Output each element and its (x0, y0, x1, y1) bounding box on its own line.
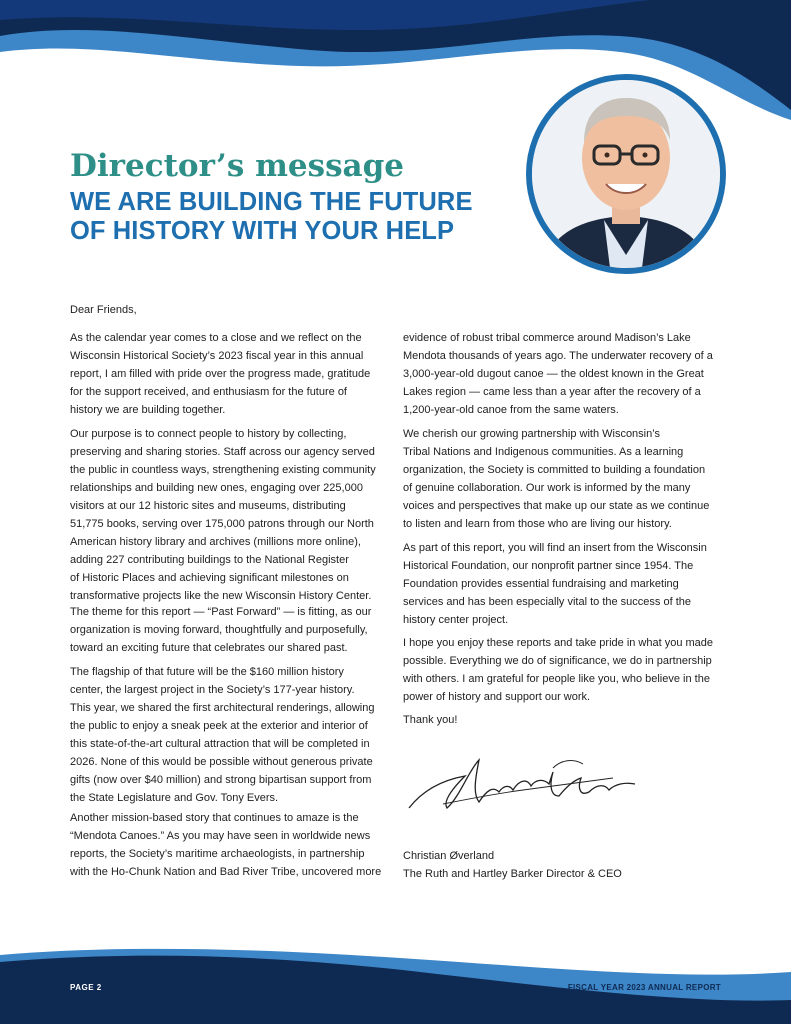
text-line: I hope you enjoy these reports and take pride in what you made (403, 637, 714, 649)
text-line: “Mendota Canoes.” As you may have seen in worldwide news (70, 830, 371, 842)
text-line: transformative projects like the new Wisconsin History Center. (70, 590, 372, 602)
director-portrait (526, 74, 726, 274)
page-subtitle (70, 188, 473, 246)
text-line: Our purpose is to connect people to history by collecting, (70, 428, 347, 440)
text-line: relationships and building new ones, engaging over 225,000 (70, 482, 363, 494)
page-number: PAGE 2 (70, 983, 102, 992)
text-line: with others. I am grateful for people like you, who believe in the (403, 673, 710, 685)
closing-line: Thank you! (403, 714, 458, 726)
text-line: with the Ho-Chunk Nation and Bad River Tribe, uncovered more (70, 866, 382, 878)
text-line: the public in countless ways, strengthening existing community (70, 464, 376, 476)
text-line: Mendota thousands of years ago. The underwater recovery of a (403, 350, 713, 362)
text-line: 3,000-year-old dugout canoe — the oldest known in the Great (403, 368, 704, 380)
text-line: to listen and learn from those who are living our history. (403, 518, 672, 530)
salutation: Dear Friends, (70, 304, 137, 316)
report-label: FISCAL YEAR 2023 ANNUAL REPORT (567, 983, 721, 992)
text-line: history we are building together. (70, 404, 226, 416)
portrait-illustration (532, 80, 720, 268)
text-line: reports, the Society’s maritime archaeologists, in partnership (70, 848, 365, 860)
signer-name: Christian Øverland (403, 850, 495, 862)
text-line: power of history and support our work. (403, 691, 591, 703)
text-line: organization, the Society is committed to building a foundation (403, 464, 706, 476)
paragraph (403, 329, 713, 419)
text-line: American history library and archives (millions more online), (70, 536, 361, 548)
text-line: possible. Everything we do of significance, we do in partnership (403, 655, 712, 667)
text-line: Wisconsin Historical Society’s 2023 fiscal year in this annual (70, 350, 364, 362)
paragraph (70, 329, 370, 419)
text-line: gifts (now over $40 million) and strong bipartisan support from (70, 774, 372, 786)
text-line: The theme for this report — “Past Forward” — is fitting, as our (70, 606, 372, 618)
text-line: 1,200-year-old canoe from the same waters. (403, 404, 619, 416)
text-line: of Historic Places and achieving significant milestones on (70, 572, 349, 584)
text-line: The flagship of that future will be the $160 million history (70, 666, 344, 678)
text-line: visitors at our 12 historic sites and museums, distributing (70, 500, 346, 512)
subtitle-line: WE ARE BUILDING THE FUTURE (70, 188, 473, 216)
text-line: organization is moving forward, thoughtfully and purposefully, (70, 624, 368, 636)
signer-title: The Ruth and Hartley Barker Director & CEO (403, 868, 622, 880)
text-line: center, the largest project in the Society’s 177-year history. (70, 684, 355, 696)
text-line: evidence of robust tribal commerce around Madison’s Lake (403, 332, 691, 344)
text-line: of genuine collaboration. Our work is informed by the many (403, 482, 691, 494)
text-line: Foundation provides essential fundraising and marketing (403, 578, 679, 590)
text-line: 51,775 books, serving over 175,000 patrons through our North (70, 518, 374, 530)
text-line: voices and perspectives that make up our state as we continue (403, 500, 710, 512)
paragraph (403, 634, 713, 706)
handwritten-signature (403, 750, 643, 820)
text-line: Historical Foundation, our nonprofit partner since 1954. The (403, 560, 694, 572)
text-line: toward an exciting future that celebrates our shared past. (70, 642, 348, 654)
page-title: Director’s message (70, 148, 405, 184)
subtitle-line: OF HISTORY WITH YOUR HELP (70, 217, 455, 245)
text-line: Another mission-based story that continues to amaze is the (70, 812, 359, 824)
text-line: preserving and sharing stories. Staff across our agency served (70, 446, 375, 458)
text-line: for the support received, and enthusiasm for the future of (70, 386, 347, 398)
paragraph (403, 539, 707, 629)
paragraph (70, 603, 371, 657)
text-line: As part of this report, you will find an insert from the Wisconsin (403, 542, 707, 554)
signature-block (403, 847, 622, 883)
paragraph (403, 711, 457, 729)
text-line: 2026. None of this would be possible without generous private (70, 756, 373, 768)
paragraph (70, 809, 381, 881)
paragraph (70, 425, 376, 605)
text-line: This year, we shared the first architectural renderings, allowing (70, 702, 375, 714)
text-line: Tribal Nations and Indigenous communities. As a learning (403, 446, 684, 458)
text-line: the public to enjoy a sneak peek at the exterior and interior of (70, 720, 368, 732)
text-line: report, I am filled with pride over the progress made, gratitude (70, 368, 371, 380)
text-line: Lakes region — came less than a year after the recovery of a (403, 386, 701, 398)
text-line: history center project. (403, 614, 509, 626)
paragraph (70, 663, 374, 807)
text-line: the State Legislature and Gov. Tony Evers. (70, 792, 279, 804)
text-line: services and has been especially vital to the success of the (403, 596, 691, 608)
text-line: this state-of-the-art cultural attraction that will be completed in (70, 738, 370, 750)
text-line: As the calendar year comes to a close and we reflect on the (70, 332, 362, 344)
text-line: We cherish our growing partnership with Wisconsin’s (403, 428, 660, 440)
paragraph (403, 425, 709, 533)
text-line: adding 227 contributing buildings to the National Register (70, 554, 349, 566)
